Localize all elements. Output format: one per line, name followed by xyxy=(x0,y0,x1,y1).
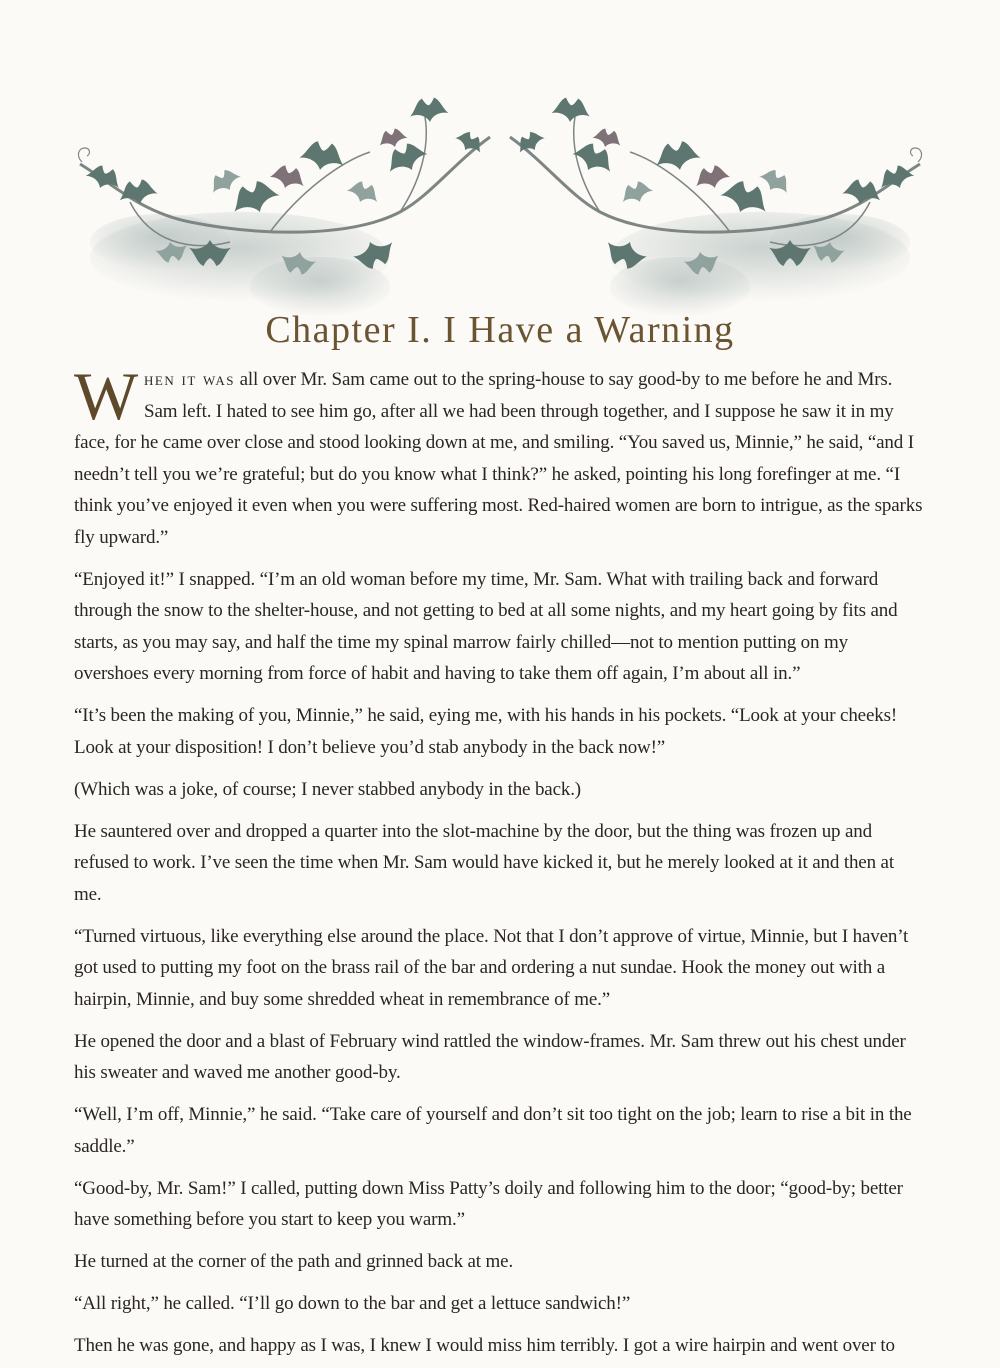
paragraph: “Turned virtuous, like everything else around the place. Not that I don’t approve of virtue, Minnie, but I haven’t got used to putting my foot on the brass rail of the bar and ordering a nut sundae. Hook the money out with a hairpin, Minnie, and buy some shredded wheat in remembrance of me.” xyxy=(74,925,909,1010)
paragraph: He opened the door and a blast of February wind rattled the window-frames. Mr. Sam threw out his chest under his sweater and waved me another good-by. xyxy=(74,1030,906,1083)
paragraph: He sauntered over and dropped a quarter into the slot-machine by the door, but the thing was frozen up and refused to work. I’ve seen the time when Mr. Sam would have kicked it, but he merely looked at it and then at me. xyxy=(74,820,894,905)
ivy-garland-icon xyxy=(70,92,930,322)
paragraph: He turned at the corner of the path and grinned back at me. xyxy=(74,1251,514,1272)
paragraph xyxy=(74,358,924,553)
chapter-title: Chapter I. I Have a Warning xyxy=(265,309,735,351)
paragraph: “It’s been the making of you, Minnie,” he said, eying me, with his hands in his pockets. “Look at your cheeks! Look at your disposition! I don’t believe you’d stab anybody in the back now!” xyxy=(74,705,898,758)
lead-smallcaps: hen it was xyxy=(144,369,235,390)
drop-cap: W xyxy=(74,358,139,434)
paragraph: Then he was gone, and happy as I was, I knew I would miss him terribly. I got a wire hairpin and went over to xyxy=(74,1335,895,1356)
chapter-body xyxy=(74,358,924,1368)
paragraph: (Which was a joke, of course; I never stabbed anybody in the back.) xyxy=(74,778,581,800)
paragraph: “Enjoyed it!” I snapped. “I’m an old woman before my time, Mr. Sam. What with trailing back and forward through the snow to the shelter-house, and not getting to bed at all some nights, and my heart going by fits and starts, as you may say, and half the time my spinal marrow fairly chilled—not to mention putting on my overshoes every morning from force of habit and having to take them off again, I’m about all in.” xyxy=(74,568,898,684)
paragraph: “Well, I’m off, Minnie,” he said. “Take care of yourself and don’t sit too tight on the job; learn to rise a bit in the saddle.” xyxy=(74,1104,912,1157)
paragraph: “Good-by, Mr. Sam!” I called, putting down Miss Patty’s doily and following him to the door; “good-by; better have something before you start to keep you warm.” xyxy=(74,1177,903,1230)
lead-text: all over Mr. Sam came out to the spring-house to say good-by to me before he and Mrs. Sam left. I hated to see him go, after all we had been through together, and I suppose he saw it in my face, for he came over close and stood looking down at me, and smiling. “You saved us, Minnie,” he said, “and I needn’t tell you we’re grateful; but do you know what I think?” he asked, pointing his long forefinger at me. “I think you’ve enjoyed it even when you were suffering most. Red-haired women are born to intrigue, as the sparks fly upward.” xyxy=(74,369,923,548)
paragraph: “All right,” he called. “I’ll go down to the bar and get a lettuce sandwich!” xyxy=(74,1293,631,1314)
